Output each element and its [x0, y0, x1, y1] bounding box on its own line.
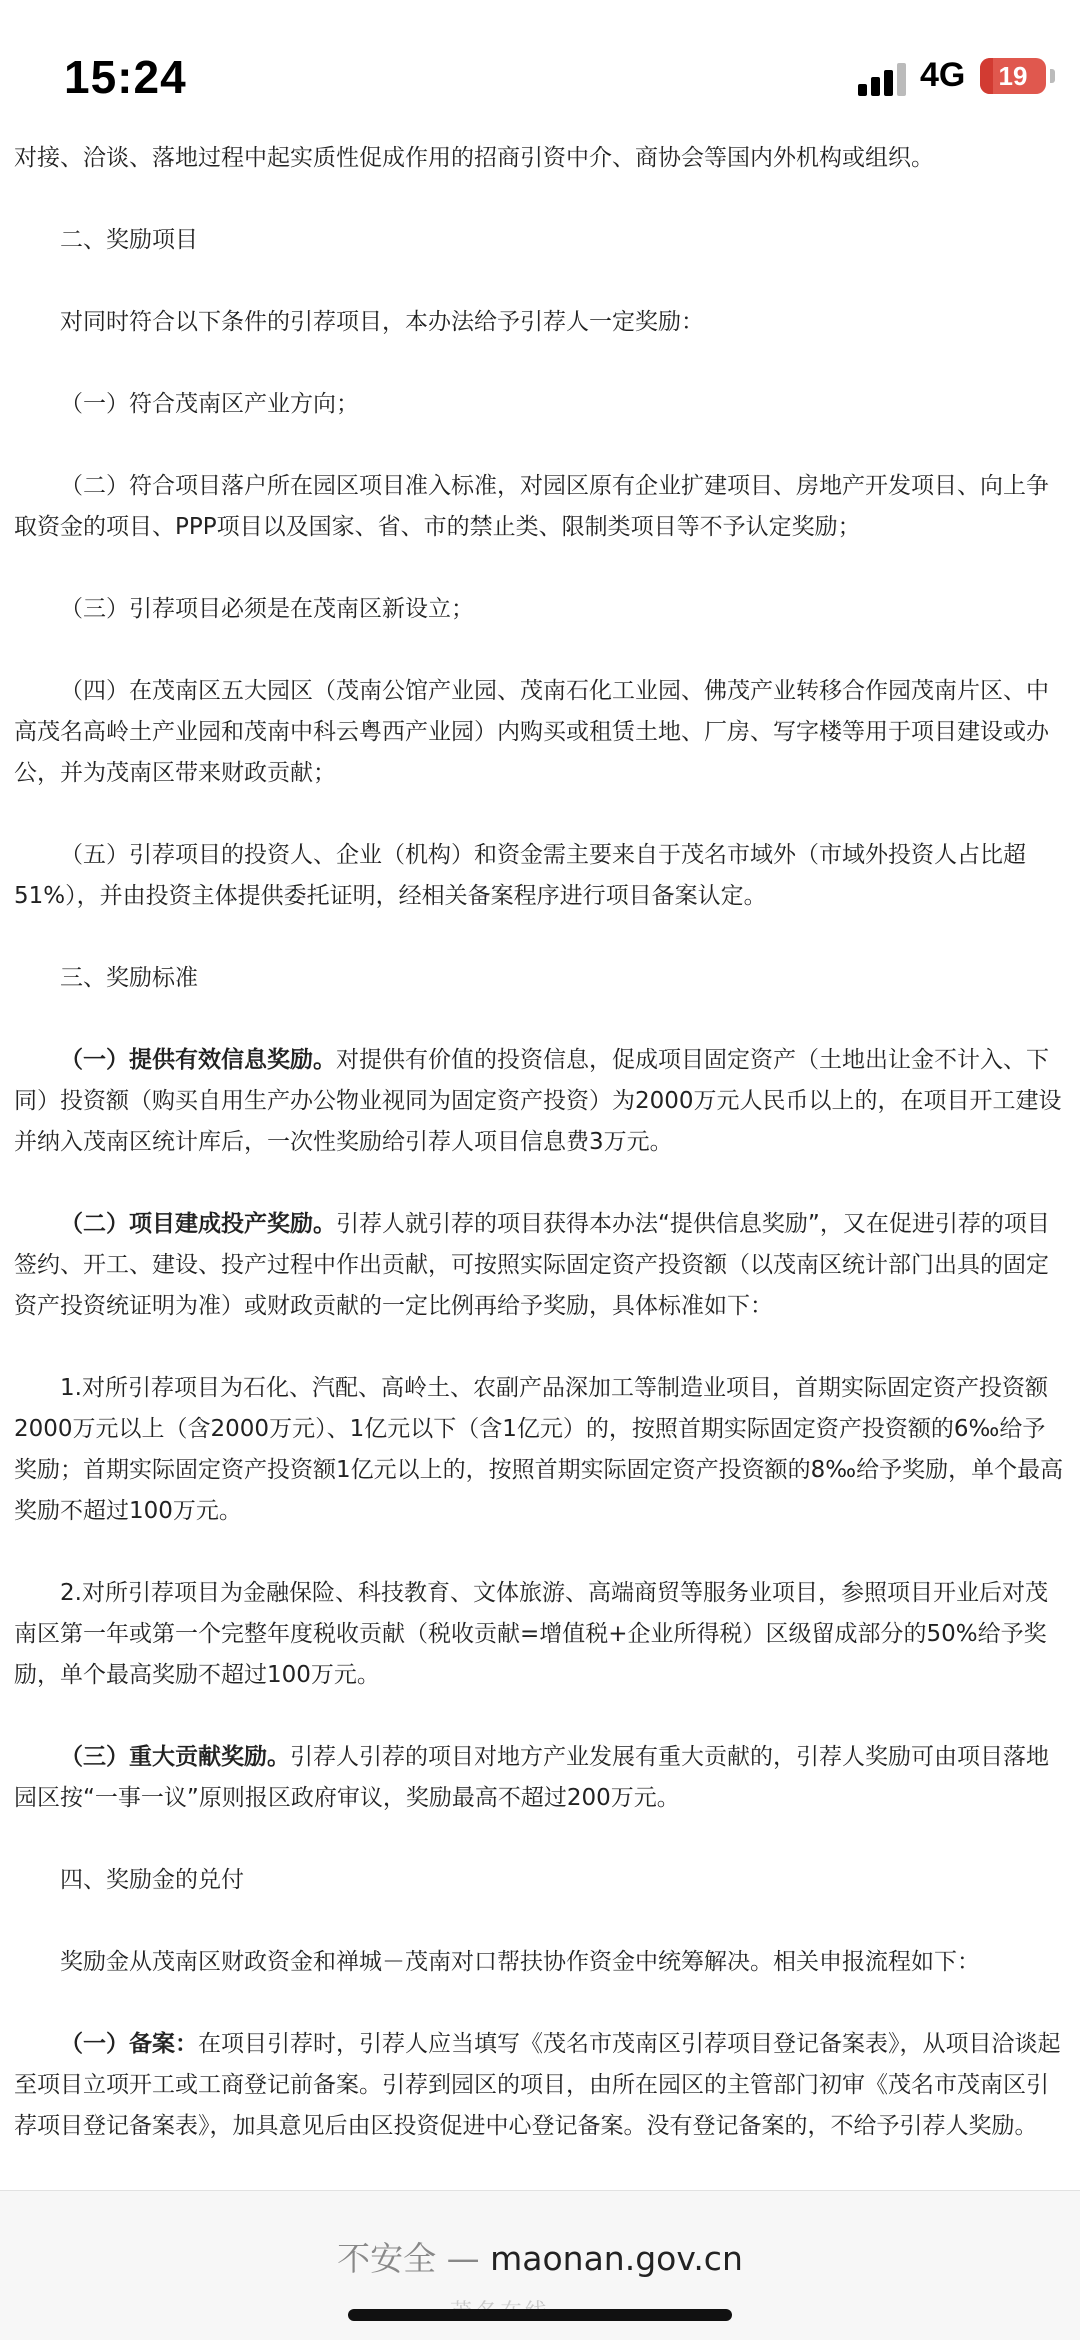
article-paragraph: [14, 1573, 1066, 1696]
paragraph-text: 对同时符合以下条件的引荐项目，本办法给予引荐人一定奖励：: [60, 309, 704, 335]
paragraph-text: 四、奖励金的兑付: [60, 1867, 244, 1893]
browser-address-bar[interactable]: [0, 2190, 1080, 2340]
battery-cap-icon: [1050, 69, 1055, 83]
article-paragraph: [14, 220, 1066, 261]
paragraph-text: 奖励金从茂南区财政资金和禅城－茂南对口帮扶协作资金中统筹解决。相关申报流程如下：: [60, 1949, 980, 1975]
article-paragraph: [14, 1040, 1066, 1163]
home-indicator[interactable]: [348, 2309, 732, 2321]
paragraph-text: 在项目引荐时，引荐人应当填写《茂名市茂南区引荐项目登记备案表》，从项目洽谈起至项目立项开工或工商登记前备案。引荐到园区的项目，由所在园区的主管部门初审《茂名市茂南区引荐项目登记备案表》，加具意见后由区投资促进中心登记备案。没有登记备案的，不给予引荐人奖励。: [14, 2031, 1061, 2139]
paragraph-text: 二、奖励项目: [60, 227, 198, 253]
article-content: [14, 138, 1066, 2188]
paragraph-text: 对提供有价值的投资信息，促成项目固定资产（土地出让金不计入、下同）投资额（购买自用生产办公物业视同为固定资产投资）为2000万元人民币以上的，在项目开工建设并纳入茂南区统计库后，一次性奖励给引荐人项目信息费3万元。: [14, 1047, 1062, 1155]
url-display[interactable]: [0, 2233, 1080, 2280]
article-paragraph: [14, 671, 1066, 794]
article-paragraph: [14, 1942, 1066, 1983]
article-paragraph: [14, 1860, 1066, 1901]
network-type: 4G: [920, 56, 966, 94]
article-paragraph: [14, 958, 1066, 999]
paragraph-text: 三、奖励标准: [60, 965, 198, 991]
article-paragraph: [14, 384, 1066, 425]
paragraph-heading: （一）提供有效信息奖励。: [60, 1047, 336, 1073]
site-domain: maonan.gov.cn: [490, 2239, 743, 2278]
battery-icon: [980, 58, 1046, 94]
paragraph-text: 2.对所引荐项目为金融保险、科技教育、文体旅游、高端商贸等服务业项目，参照项目开业后对茂南区第一年或第一个完整年度税收贡献（税收贡献=增值税+企业所得税）区级留成部分的50%给予奖励，单个最高奖励不超过100万元。: [14, 1580, 1048, 1688]
paragraph-text: 对接、洽谈、落地过程中起实质性促成作用的招商引资中介、商协会等国内外机构或组织。: [14, 145, 934, 171]
article-paragraph: [14, 466, 1066, 548]
paragraph-text: 引荐人引荐的项目对地方产业发展有重大贡献的，引荐人奖励可由项目落地园区按“一事一议”原则报区政府审议，奖励最高不超过200万元。: [14, 1744, 1049, 1811]
paragraph-text: 引荐人就引荐的项目获得本办法“提供信息奖励”，又在促进引荐的项目签约、开工、建设、投产过程中作出贡献，可按照实际固定资产投资额（以茂南区统计部门出具的固定资产投资统证明为准）或财政贡献的一定比例再给予奖励，具体标准如下：: [14, 1211, 1050, 1319]
article-paragraph: [14, 835, 1066, 917]
paragraph-text: 1.对所引荐项目为石化、汽配、高岭土、农副产品深加工等制造业项目，首期实际固定资产投资额2000万元以上（含2000万元）、1亿元以下（含1亿元）的，按照首期实际固定资产投资额的6‰给予奖励；首期实际固定资产投资额1亿元以上的，按照首期实际固定资产投资额的8‰给予奖励，单个最高奖励不超过100万元。: [14, 1375, 1064, 1524]
battery-level: 19: [998, 61, 1028, 91]
paragraph-text: （一）符合茂南区产业方向；: [60, 391, 359, 417]
paragraph-text: （二）符合项目落户所在园区项目准入标准，对园区原有企业扩建项目、房地产开发项目、向上争取资金的项目、PPP项目以及国家、省、市的禁止类、限制类项目等不予认定奖励；: [14, 473, 1049, 540]
cellular-signal-icon: [858, 62, 908, 96]
article-paragraph: [14, 302, 1066, 343]
paragraph-heading: （三）重大贡献奖励。: [60, 1744, 290, 1770]
paragraph-heading: （二）项目建成投产奖励。: [60, 1211, 336, 1237]
status-time: 15:24: [64, 51, 187, 103]
article-paragraph: [14, 1204, 1066, 1327]
paragraph-text: （四）在茂南区五大园区（茂南公馆产业园、茂南石化工业园、佛茂产业转移合作园茂南片区、中高茂名高岭土产业园和茂南中科云粤西产业园）内购买或租赁土地、厂房、写字楼等用于项目建设或办公，并为茂南区带来财政贡献；: [14, 678, 1049, 786]
article-paragraph: [14, 1737, 1066, 1819]
article-paragraph: [14, 2024, 1066, 2147]
status-bar: [0, 0, 1080, 140]
article-paragraph: [14, 1368, 1066, 1532]
insecure-label: 不安全 —: [337, 2239, 480, 2278]
article-paragraph: [14, 589, 1066, 630]
paragraph-heading: （一）备案：: [60, 2031, 198, 2057]
paragraph-text: （五）引荐项目的投资人、企业（机构）和资金需主要来自于茂名市域外（市域外投资人占比超51%），并由投资主体提供委托证明，经相关备案程序进行项目备案认定。: [14, 842, 1026, 909]
article-paragraph: [14, 138, 1066, 179]
paragraph-text: （三）引荐项目必须是在茂南区新设立；: [60, 596, 474, 622]
